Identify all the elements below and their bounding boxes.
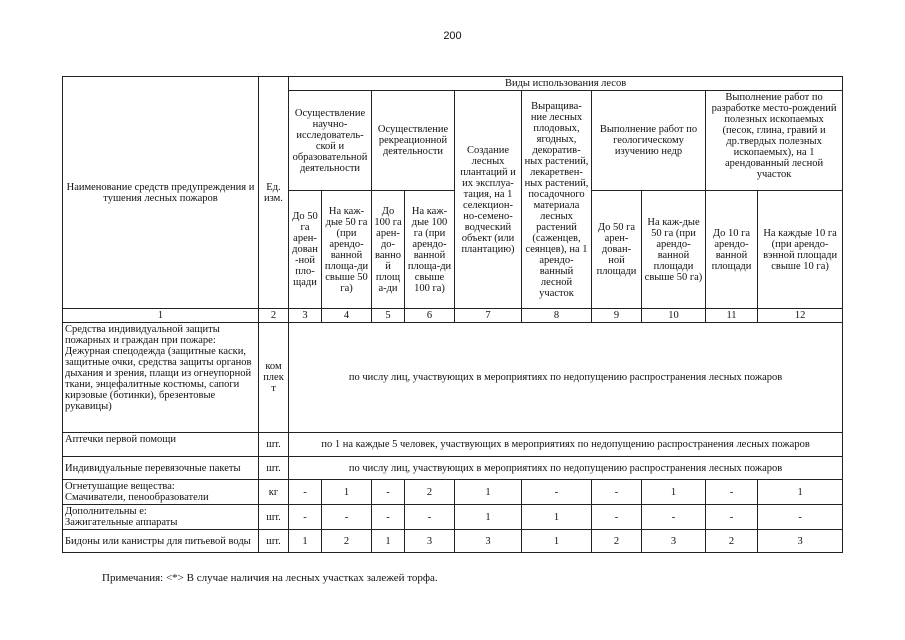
col-unit-header: Ед. изм. — [259, 77, 289, 309]
row-name: Индивидуальные перевязочные пакеты — [63, 457, 259, 480]
cell-value: 3 — [405, 530, 455, 553]
col-number: 1 — [63, 309, 259, 323]
merged-value: по 1 на каждые 5 человек, участвующих в мероприятиях по недопущению распространения лесных пожаров — [289, 433, 843, 457]
cell-value: 2 — [322, 530, 372, 553]
cell-value: - — [289, 480, 322, 505]
cell-value: 3 — [758, 530, 843, 553]
cell-value: - — [642, 505, 706, 530]
col-number: 9 — [592, 309, 642, 323]
table-row — [63, 530, 843, 553]
subheader: До 100 га арен-до-ванной площа-ди — [372, 191, 405, 309]
row-unit: шт. — [259, 433, 289, 457]
cell-value: 1 — [455, 505, 522, 530]
table-row — [63, 505, 843, 530]
fire-equipment-table — [62, 76, 843, 553]
col-number: 12 — [758, 309, 843, 323]
cell-value: 1 — [522, 530, 592, 553]
cell-value: - — [592, 505, 642, 530]
col-number: 4 — [322, 309, 372, 323]
cell-value: - — [405, 505, 455, 530]
table-row — [63, 480, 843, 505]
subheader: На каж-дые 100 га (при арендо-ванной площа-ди свыше 100 га) — [405, 191, 455, 309]
subheader: До 10 га арендо-ванной площади — [706, 191, 758, 309]
cell-value: 3 — [455, 530, 522, 553]
table-row — [63, 433, 843, 457]
row-name — [63, 505, 259, 530]
col-name-header: Наименование средств предупреждения и тушения лесных пожаров — [63, 77, 259, 309]
row-name: Средства индивидуальной защиты пожарных и граждан при пожаре: Дежурная спецодежда (защитные каски, защитные очки, средства защиты органов дыхания и зрения, плащи из огнеупорной ткани, энцефалитные костюмы, сапоги кирзовые (ботинки), брезентовые рукавицы) — [63, 323, 259, 433]
cell-value: 1 — [758, 480, 843, 505]
col-number: 10 — [642, 309, 706, 323]
cell-value: - — [592, 480, 642, 505]
merged-value: по числу лиц, участвующих в мероприятиях по недопущению распространения лесных пожаров — [289, 323, 843, 433]
cell-value: 1 — [372, 530, 405, 553]
table-row — [63, 323, 843, 433]
row-item: Зажигательные аппараты — [65, 517, 178, 528]
row-unit: шт. — [259, 530, 289, 553]
cell-value: 1 — [522, 505, 592, 530]
col-number: 6 — [405, 309, 455, 323]
cell-value: - — [289, 505, 322, 530]
cell-value: - — [522, 480, 592, 505]
cell-value: 2 — [706, 530, 758, 553]
column-number-row — [63, 309, 843, 323]
subheader: До 50 га арен-дован-ной площади — [592, 191, 642, 309]
subheader: На каж-дые 50 га (при арендо-ванной площа-ди свыше 50 га) — [322, 191, 372, 309]
col-number: 2 — [259, 309, 289, 323]
cell-value: - — [758, 505, 843, 530]
row-unit: ком плект — [259, 323, 289, 433]
cell-value: - — [322, 505, 372, 530]
subheader: До 50 га арен-дован-ной пло-щади — [289, 191, 322, 309]
group-plantations: Создание лесных плантаций и их эксплуа-тация, на 1 селекцион-но-семено-водческий объект (или плантацию) — [455, 91, 522, 309]
row-name: Бидоны или канистры для питьевой воды — [63, 530, 259, 553]
cell-value: 1 — [455, 480, 522, 505]
row-category: Огнетушащие вещества: — [65, 481, 175, 492]
cell-value: - — [706, 505, 758, 530]
row-name — [63, 480, 259, 505]
group-mining: Выполнение работ по разработке место-рождений полезных ископаемых (песок, глина, гравий и др.твердых полезных ископаемых), на 1 арендованный лесной участок — [706, 91, 843, 191]
page-number: 200 — [443, 30, 462, 42]
cell-value: 2 — [592, 530, 642, 553]
cell-value: 3 — [642, 530, 706, 553]
footnote: Примечания: <*> В случае наличия на лесных участках залежей торфа. — [102, 572, 438, 584]
row-unit: шт. — [259, 457, 289, 480]
col-number: 7 — [455, 309, 522, 323]
row-unit: кг — [259, 480, 289, 505]
cell-value: 1 — [642, 480, 706, 505]
row-category: Дополнительны е: — [65, 506, 147, 517]
cell-value: 2 — [405, 480, 455, 505]
group-research: Осуществление научно-исследователь-ской и образовательной деятельности — [289, 91, 372, 191]
subheader: На каждые 10 га (при арендо-вэнной площади свыше 10 га) — [758, 191, 843, 309]
col-number: 11 — [706, 309, 758, 323]
col-number: 3 — [289, 309, 322, 323]
cell-value: 1 — [322, 480, 372, 505]
row-name: Аптечки первой помощи — [63, 433, 259, 457]
col-number: 5 — [372, 309, 405, 323]
group-header: Виды использования лесов — [289, 77, 843, 91]
cell-value: 1 — [289, 530, 322, 553]
merged-value: по числу лиц, участвующих в мероприятиях по недопущению распространения лесных пожаров — [289, 457, 843, 480]
cell-value: - — [372, 480, 405, 505]
group-geology: Выполнение работ по геологическому изучению недр — [592, 91, 706, 191]
col-number: 8 — [522, 309, 592, 323]
table-row — [63, 457, 843, 480]
group-recreation: Осуществление рекреационной деятельности — [372, 91, 455, 191]
row-item: Смачиватели, пенообразователи — [65, 492, 209, 503]
cell-value: - — [706, 480, 758, 505]
group-cultivation: Выращива-ние лесных плодовых, ягодных, декоратив-ных растений, лекаретвен-ных растений, посадочного материала лесных растений (саженцев, сеянцев), на 1 арендо-ванный лесной участок — [522, 91, 592, 309]
row-unit: шт. — [259, 505, 289, 530]
subheader: На каж-дые 50 га (при арендо-ванной площади свыше 50 га) — [642, 191, 706, 309]
cell-value: - — [372, 505, 405, 530]
